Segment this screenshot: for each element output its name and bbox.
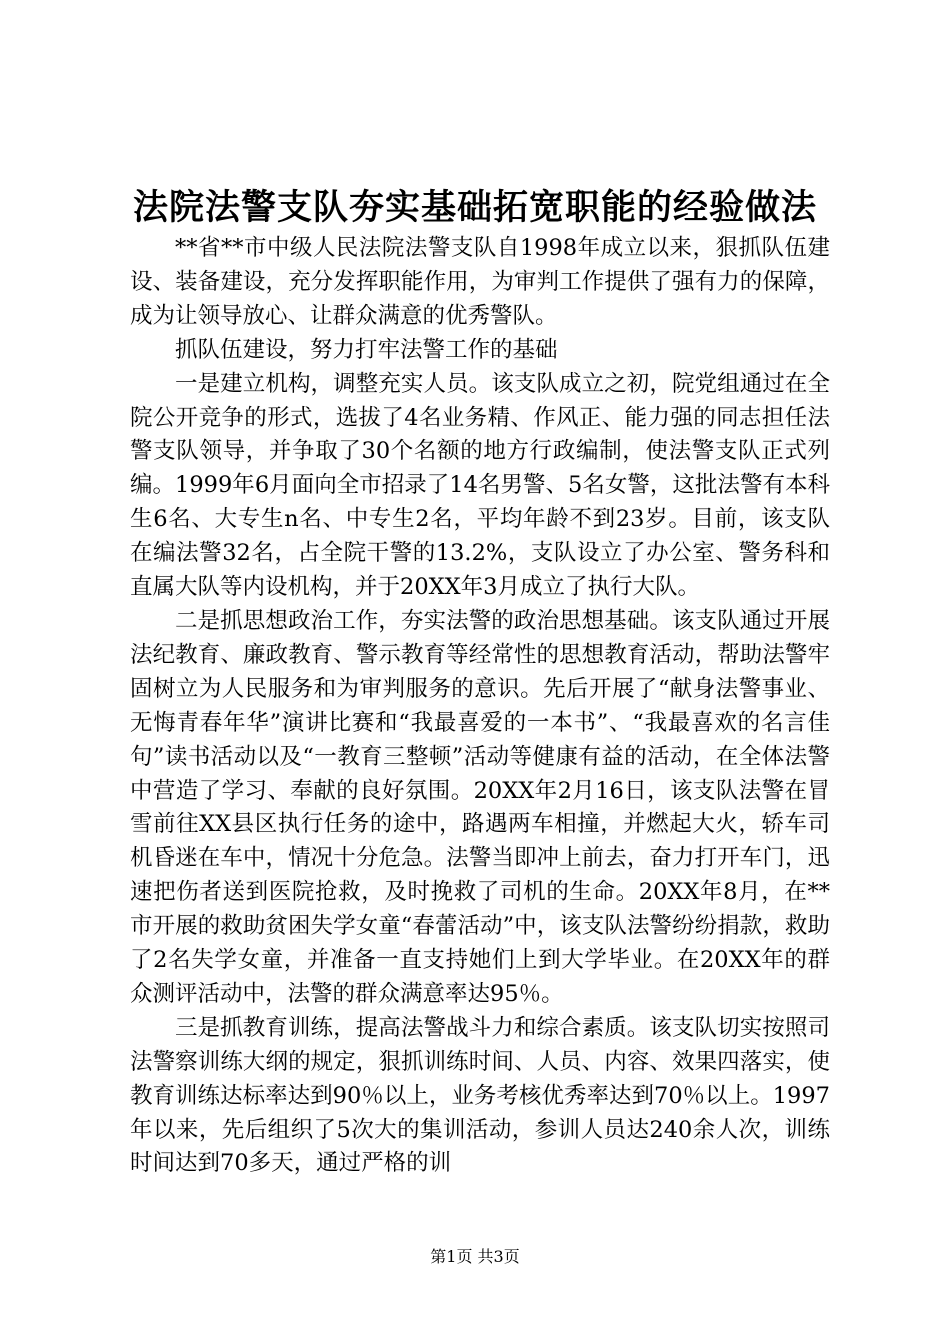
body-paragraph: 三是抓教育训练，提高法警战斗力和综合素质。该支队切实按照司法警察训练大纲的规定，狠抓训练时间、人员、内容、效果四落实，使教育训练达标率达到90％以上，业务考核优秀率达到70％以上。1997年以来，先后组织了5次大的集训活动，参训人员达240余人次，训练时间达到70多天，通过严格的训: [130, 1014, 830, 1177]
body-paragraph: **省**市中级人民法院法警支队自1998年成立以来，狠抓队伍建设、装备建设，充分发挥职能作用，为审判工作提供了强有力的保障，成为让领导放心、让群众满意的优秀警队。: [130, 235, 830, 329]
document-body: [130, 232, 830, 1181]
page-footer: 第1页 共3页: [430, 1247, 520, 1266]
body-paragraph: 一是建立机构，调整充实人员。该支队成立之初，院党组通过在全院公开竞争的形式，选拔了4名业务精、作风正、能力强的同志担任法警支队领导，并争取了30个名额的地方行政编制，使法警支队正式列编。1999年6月面向全市招录了14名男警、5名女警，这批法警有本科生6名、大专生n名、中专生2名，平均年龄不到23岁。目前，该支队在编法警32名，占全院干警的13.2%，支队设立了办公室、警务科和直属大队等内设机构，并于20XX年3月成立了执行大队。: [130, 370, 830, 601]
body-paragraph: 二是抓思想政治工作，夯实法警的政治思想基础。该支队通过开展法纪教育、廉政教育、警示教育等经常性的思想教育活动，帮助法警牢固树立为人民服务和为审判服务的意识。先后开展了“献身法警事业、无悔青春年华”演讲比赛和“我最喜爱的一本书”、“我最喜欢的名言佳句”读书活动以及“一教育三整顿”活动等健康有益的活动，在全体法警中营造了学习、奉献的良好氛围。20XX年2月16日，该支队法警在冒雪前往XX县区执行任务的途中，路遇两车相撞，并燃起大火，轿车司机昏迷在车中，情况十分危急。法警当即冲上前去，奋力打开车门，迅速把伤者送到医院抢救，及时挽救了司机的生命。20XX年8月，在**市开展的救助贫困失学女童“春蕾活动”中，该支队法警纷纷捐款，救助了2名失学女童，并准备一直支持她们上到大学毕业。在20XX年的群众测评活动中，法警的群众满意率达95％。: [130, 607, 830, 1007]
section-heading: 抓队伍建设，努力打牢法警工作的基础: [175, 336, 558, 363]
document-title: 法院法警支队夯实基础拓宽职能的经验做法: [132, 187, 817, 228]
